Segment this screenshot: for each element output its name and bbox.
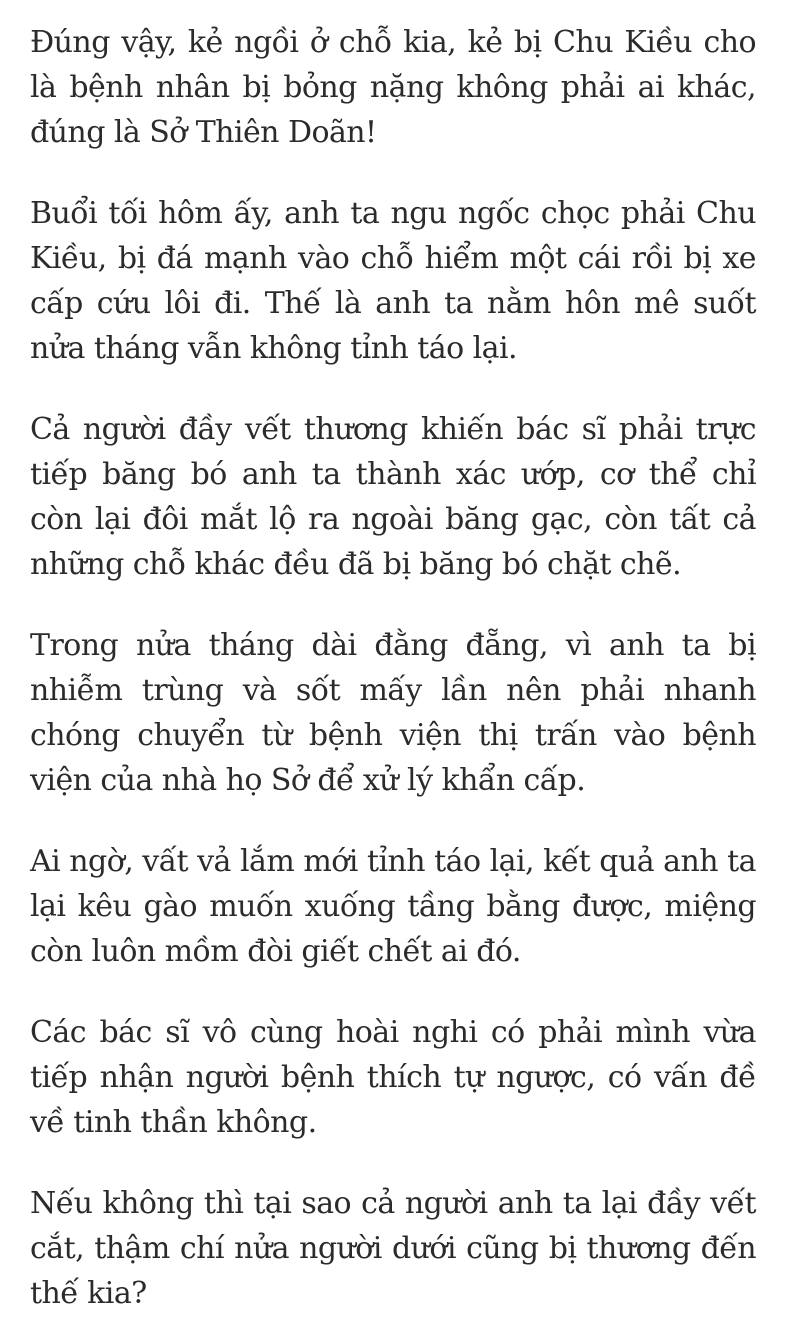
paragraph: Nếu không thì tại sao cả người anh ta lại đầy vết cắt, thậm chí nửa người dưới cũng bị thương đến thế kia? — [30, 1186, 756, 1311]
paragraph: Đúng vậy, kẻ ngồi ở chỗ kia, kẻ bị Chu Kiều cho là bệnh nhân bị bỏng nặng không phải ai khác, đúng là Sở Thiên Doãn! — [30, 25, 756, 150]
paragraph: Buổi tối hôm ấy, anh ta ngu ngốc chọc phải Chu Kiều, bị đá mạnh vào chỗ hiểm một cái rồi bị xe cấp cứu lôi đi. Thế là anh ta nằm hôn mê suốt nửa tháng vẫn không tỉnh táo lại. — [30, 196, 756, 366]
paragraph: Cả người đầy vết thương khiến bác sĩ phải trực tiếp băng bó anh ta thành xác ướp, cơ thể chỉ còn lại đôi mắt lộ ra ngoài băng gạc, còn tất cả những chỗ khác đều đã bị băng bó chặt chẽ. — [30, 412, 756, 582]
paragraph: Trong nửa tháng dài đằng đẵng, vì anh ta bị nhiễm trùng và sốt mấy lần nên phải nhanh chóng chuyển từ bệnh viện thị trấn vào bệnh viện của nhà họ Sở để xử lý khẩn cấp. — [30, 628, 756, 798]
paragraph: Ai ngờ, vất vả lắm mới tỉnh táo lại, kết quả anh ta lại kêu gào muốn xuống tầng bằng được, miệng còn luôn mồm đòi giết chết ai đó. — [30, 844, 756, 969]
paragraph: Các bác sĩ vô cùng hoài nghi có phải mình vừa tiếp nhận người bệnh thích tự ngược, có vấn đề về tinh thần không. — [30, 1015, 756, 1140]
